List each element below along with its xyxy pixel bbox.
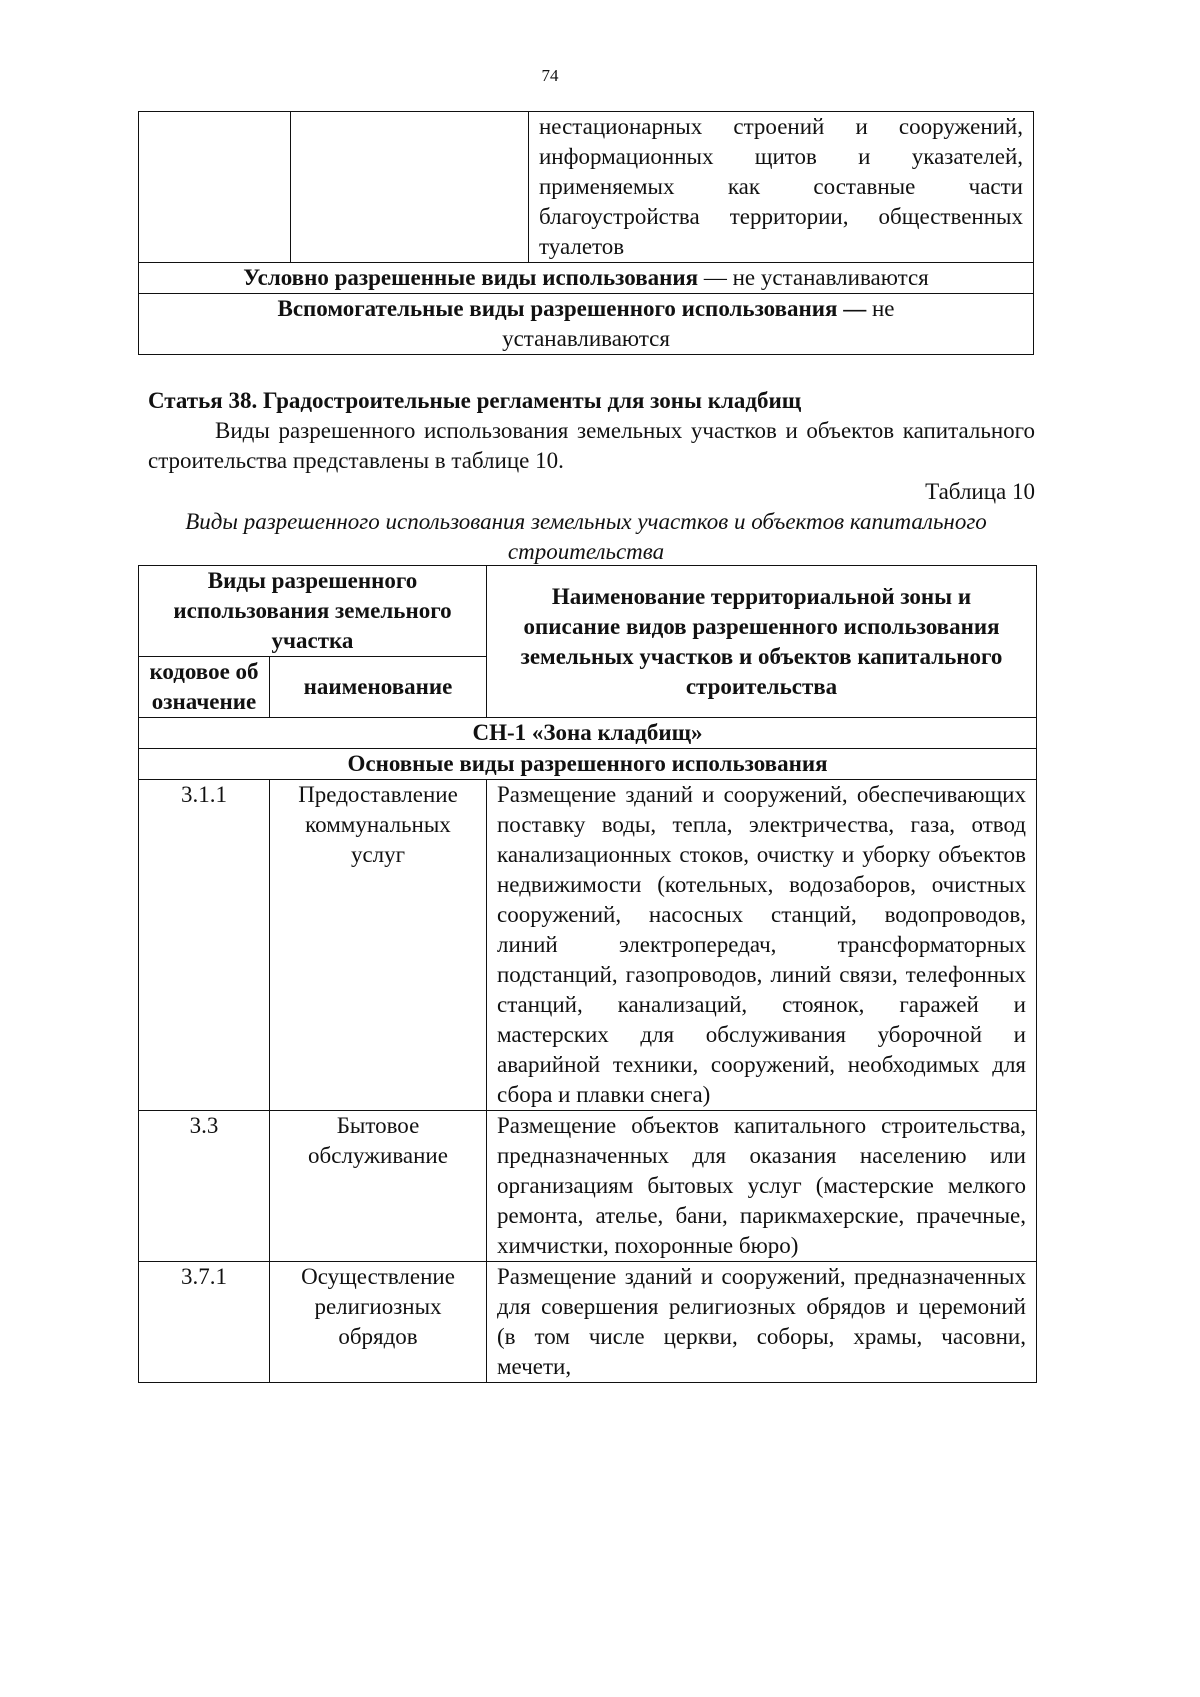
table-row — [139, 749, 1037, 780]
description-cell: Размещение зданий и сооружений, обеспечивающих поставку воды, тепла, электричества, газа, отвод канализационных стоков, очистку и уборку объектов недвижимости (котельных, водозаборов, очистных сооружений, насосных станций, водопроводов, линий электропередач, трансформаторных подстанций, газопроводов, линий связи, телефонных станций, канализаций, стоянок, гаражей и мастерских для обслуживания уборочной и аварийной техники, сооружений, необходимых для сбора и плавки снега) — [487, 780, 1037, 1111]
page-number: 74 — [541, 66, 559, 85]
header-group-cell: Виды разрешенного использования земельного участка — [139, 566, 487, 657]
table-row — [139, 1262, 1037, 1383]
previous-table-continuation — [138, 111, 1034, 355]
main-uses-title: Основные виды разрешенного использования — [139, 749, 1037, 780]
table-row — [139, 718, 1037, 749]
table-row — [139, 1111, 1037, 1262]
table-header-row — [139, 566, 1037, 657]
auxiliary-uses-label: Вспомогательные виды разрешенного использования — — [277, 296, 867, 321]
table-row — [139, 780, 1037, 1111]
header-name-cell: наименование — [270, 657, 487, 718]
table-row — [139, 112, 1034, 263]
zone-title: СН-1 «Зона кладбищ» — [139, 718, 1037, 749]
code-cell: 3.7.1 — [139, 1262, 270, 1383]
conditional-uses-row — [139, 263, 1034, 294]
auxiliary-uses-status: не устанавливаются — [502, 296, 895, 351]
table-cell-empty — [139, 112, 291, 263]
table-10 — [138, 565, 1037, 1383]
conditional-uses-label: Условно разрешенные виды использования — [243, 265, 699, 290]
description-cell: Размещение объектов капитального строительства, предназначенных для оказания населению или организациям бытовых услуг (мастерские мелкого ремонта, ателье, бани, парикмахерские, прачечные, химчистки, похоронные бюро) — [487, 1111, 1037, 1262]
code-cell: 3.3 — [139, 1111, 270, 1262]
name-cell: Осуществление религиозных обрядов — [270, 1262, 487, 1383]
conditional-uses-status: — не устанавливаются — [698, 265, 929, 290]
continued-description: нестационарных строений и сооружений, информационных щитов и указателей, применяемых как составные части благоустройства территории, общественных туалетов — [529, 112, 1034, 263]
article-title: Статья 38. Градостроительные регламенты для зоны кладбищ — [148, 388, 802, 413]
table-caption: Виды разрешенного использования земельных участков и объектов капитального строительства — [185, 509, 987, 564]
name-cell: Бытовое обслуживание — [270, 1111, 487, 1262]
article-section — [148, 386, 1035, 476]
table-label: Таблица 10 — [925, 479, 1035, 504]
header-code-cell: кодовое обозначение — [139, 657, 270, 718]
header-description-cell: Наименование территориальной зоны и описание видов разрешенного использования земельных участков и объектов капитального строительства — [487, 566, 1037, 718]
auxiliary-uses-row — [139, 294, 1034, 355]
name-cell: Предоставление коммунальных услуг — [270, 780, 487, 1111]
table-cell-empty — [291, 112, 529, 263]
table-row — [139, 294, 1034, 355]
article-paragraph: Виды разрешенного использования земельных участков и объектов капитального строительства представлены в таблице 10. — [148, 418, 1035, 473]
description-cell: Размещение зданий и сооружений, предназначенных для совершения религиозных обрядов и церемоний (в том числе церкви, соборы, храмы, часовни, мечети, — [487, 1262, 1037, 1383]
table-row — [139, 263, 1034, 294]
code-cell: 3.1.1 — [139, 780, 270, 1111]
